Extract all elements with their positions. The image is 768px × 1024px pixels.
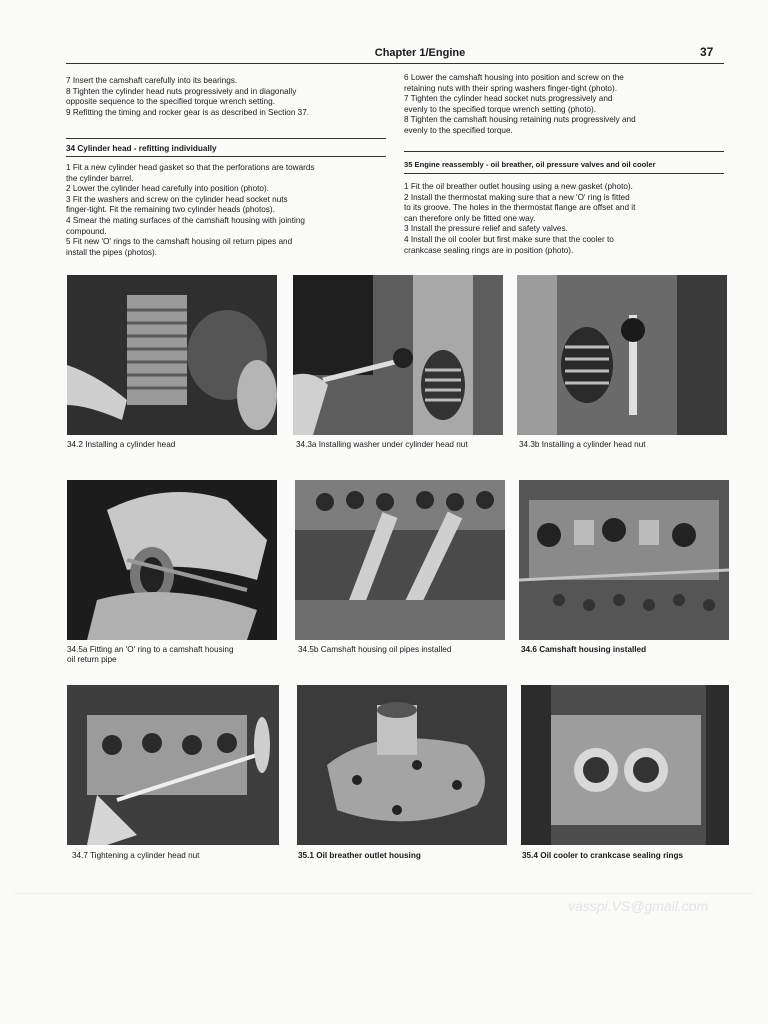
page-number: 37 [700, 45, 714, 59]
text-line: opposite sequence to the specified torque wrench setting. [66, 97, 275, 107]
caption-35-1: 35.1 Oil breather outlet housing [298, 851, 421, 860]
section-35-text [404, 182, 734, 256]
text-line: 5 Fit new 'O' rings to the camshaft housing oil return pipes and [66, 237, 293, 247]
caption-34-7: 34.7 Tightening a cylinder head nut [72, 851, 200, 860]
text-line: 2 Install the thermostat making sure that a new 'O' ring is fitted [404, 192, 630, 202]
text-line: install the pipes (photos). [66, 247, 158, 257]
caption-34-6: 34.6 Camshaft housing installed [521, 645, 647, 654]
caption-35-4: 35.4 Oil cooler to crankcase sealing rings [522, 851, 684, 860]
text-line: evenly to the specified torque. [404, 125, 513, 135]
caption-34-3b: 34.3b Installing a cylinder head nut [519, 440, 646, 449]
text-line: compound. [66, 226, 107, 236]
caption-line: oil return pipe [67, 655, 117, 664]
watermark-rule [14, 893, 754, 894]
section-34-rule-bottom [66, 156, 386, 157]
text-line: 8 Tighten the camshaft housing retaining nuts progressively and [404, 115, 636, 125]
text-line: retaining nuts with their spring washers finger-tight (photo). [404, 83, 617, 93]
photo-34-3b [517, 275, 727, 435]
text-line: 2 Lower the cylinder head carefully into position (photo). [66, 184, 269, 194]
text-line: 1 Fit the oil breather outlet housing using a new gasket (photo). [404, 182, 633, 191]
photo-35-4 [521, 685, 729, 845]
text-line: 9 Refitting the timing and rocker gear is as described in Section 37. [66, 107, 310, 117]
caption-line: 34.5a Fitting an 'O' ring to a camshaft housing [67, 645, 234, 654]
photo-34-5a [67, 480, 277, 640]
caption-34-2: 34.2 Installing a cylinder head [67, 440, 176, 449]
section-34-rule-top [66, 138, 386, 139]
photo-34-3a [293, 275, 503, 435]
text-line: 3 Fit the washers and screw on the cylinder head socket nuts [66, 194, 288, 204]
text-line: 7 Insert the camshaft carefully into its bearings. [66, 76, 238, 85]
text-line: crankcase sealing rings are in position (photo). [404, 245, 574, 255]
watermark: vasspi.VS@gmail.com [568, 898, 709, 914]
section-34-text [66, 163, 396, 258]
chapter-title: Chapter 1/Engine [374, 47, 466, 59]
text-line: to its groove. The holes in the thermostat flange are offset and it [404, 203, 636, 213]
caption-34-5b: 34.5b Camshaft housing oil pipes installed [298, 645, 452, 654]
caption-34-3a: 34.3a Installing washer under cylinder head nut [296, 440, 468, 449]
header-rule [66, 63, 724, 64]
section-35-rule-top [404, 151, 724, 152]
text-line: 4 Install the oil cooler but first make sure that the cooler to [404, 234, 614, 244]
text-line: evenly to the specified torque wrench setting (photo). [404, 104, 597, 114]
photo-34-7 [67, 685, 279, 845]
text-line: 6 Lower the camshaft housing into position and screw on the [404, 73, 624, 82]
caption-34-5a [67, 645, 282, 665]
photo-34-2 [67, 275, 277, 435]
text-line: finger-tight. Fit the remaining two cylinder heads (photos). [66, 205, 275, 215]
right-top-text [404, 73, 734, 137]
photo-34-5b [295, 480, 505, 640]
section-35-rule-bottom [404, 173, 724, 174]
section-34-heading: 34 Cylinder head - refitting individually [66, 144, 217, 153]
photo-34-6 [519, 480, 729, 640]
text-line: 1 Fit a new cylinder head gasket so that the perforations are towards [66, 163, 315, 172]
text-line: 7 Tighten the cylinder head socket nuts progressively and [404, 94, 613, 104]
text-line: 4 Smear the mating surfaces of the camshaft housing with jointing [66, 215, 305, 225]
text-line: 8 Tighten the cylinder head nuts progressively and in diagonally [66, 86, 297, 96]
text-line: can therefore only be fitted one way. [404, 213, 536, 223]
text-line: the cylinder barrel. [66, 173, 134, 183]
section-35-heading: 35 Engine reassembly - oil breather, oil pressure valves and oil cooler [404, 160, 656, 169]
photo-35-1 [297, 685, 507, 845]
left-top-text [66, 76, 388, 118]
text-line: 3 Install the pressure relief and safety valves. [404, 224, 568, 234]
